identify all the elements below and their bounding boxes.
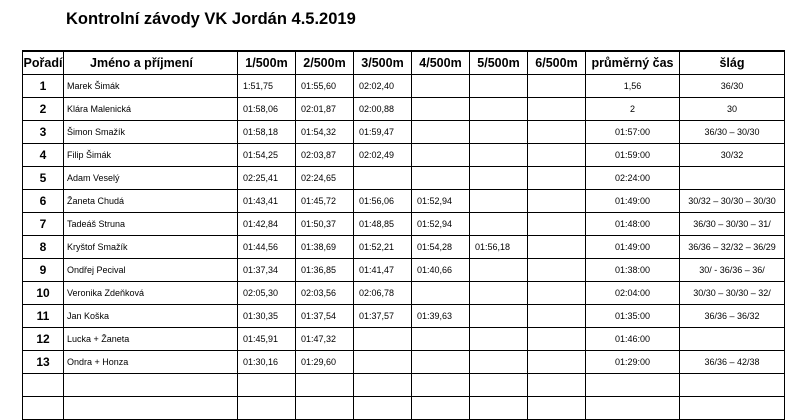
header-average-time: průměrný čas — [586, 51, 680, 75]
rank-cell: 5 — [23, 167, 64, 190]
split-6-cell — [528, 98, 586, 121]
split-3-cell: 01:48,85 — [354, 213, 412, 236]
name-cell: Klára Malenická — [64, 98, 238, 121]
split-2-cell: 01:45,72 — [296, 190, 354, 213]
split-6-cell — [528, 190, 586, 213]
name-cell: Marek Šimák — [64, 75, 238, 98]
split-4-cell — [412, 75, 470, 98]
rank-cell: 10 — [23, 282, 64, 305]
table-row — [23, 190, 785, 213]
empty-cell — [23, 397, 64, 420]
table-row — [23, 351, 785, 374]
split-1-cell: 02:25,41 — [238, 167, 296, 190]
table-row — [23, 213, 785, 236]
split-1-cell: 1:51,75 — [238, 75, 296, 98]
average-time-cell: 01:49:00 — [586, 190, 680, 213]
results-table — [22, 50, 785, 420]
header-rank: Pořadí — [23, 51, 64, 75]
stroke-rate-cell: 36/36 – 42/38 — [680, 351, 785, 374]
header-stroke-rate: šlág — [680, 51, 785, 75]
average-time-cell: 2 — [586, 98, 680, 121]
rank-cell: 12 — [23, 328, 64, 351]
split-6-cell — [528, 236, 586, 259]
split-1-cell: 02:05,30 — [238, 282, 296, 305]
split-3-cell: 01:41,47 — [354, 259, 412, 282]
split-1-cell: 01:58,06 — [238, 98, 296, 121]
split-5-cell — [470, 282, 528, 305]
name-cell: Veronika Zdeňková — [64, 282, 238, 305]
table-row — [23, 328, 785, 351]
split-5-cell — [470, 190, 528, 213]
name-cell: Ondra + Honza — [64, 351, 238, 374]
document-title: Kontrolní závody VK Jordán 4.5.2019 — [66, 10, 356, 28]
empty-cell — [680, 397, 785, 420]
stroke-rate-cell: 36/36 – 36/32 — [680, 305, 785, 328]
empty-cell — [412, 374, 470, 397]
split-5-cell — [470, 213, 528, 236]
average-time-cell: 1,56 — [586, 75, 680, 98]
empty-cell — [470, 397, 528, 420]
rank-cell: 4 — [23, 144, 64, 167]
name-cell: Tadeáš Struna — [64, 213, 238, 236]
empty-cell — [296, 374, 354, 397]
stroke-rate-cell: 36/36 – 32/32 – 36/29 — [680, 236, 785, 259]
split-3-cell: 02:02,40 — [354, 75, 412, 98]
split-4-cell — [412, 282, 470, 305]
rank-cell: 8 — [23, 236, 64, 259]
empty-cell — [64, 397, 238, 420]
split-5-cell — [470, 351, 528, 374]
average-time-cell: 01:46:00 — [586, 328, 680, 351]
split-6-cell — [528, 167, 586, 190]
stroke-rate-cell: 30/32 – 30/30 – 30/30 — [680, 190, 785, 213]
average-time-cell: 01:35:00 — [586, 305, 680, 328]
name-cell: Žaneta Chudá — [64, 190, 238, 213]
name-cell: Ondřej Pecival — [64, 259, 238, 282]
split-5-cell — [470, 121, 528, 144]
split-3-cell: 01:37,57 — [354, 305, 412, 328]
empty-cell — [586, 374, 680, 397]
empty-cell — [23, 374, 64, 397]
empty-cell — [238, 397, 296, 420]
rank-cell: 7 — [23, 213, 64, 236]
split-3-cell: 02:06,78 — [354, 282, 412, 305]
split-6-cell — [528, 75, 586, 98]
split-2-cell: 02:03,56 — [296, 282, 354, 305]
split-4-cell — [412, 144, 470, 167]
split-1-cell: 01:37,34 — [238, 259, 296, 282]
average-time-cell: 01:49:00 — [586, 236, 680, 259]
rank-cell: 3 — [23, 121, 64, 144]
empty-cell — [528, 374, 586, 397]
average-time-cell: 02:24:00 — [586, 167, 680, 190]
stroke-rate-cell: 30/32 — [680, 144, 785, 167]
split-5-cell — [470, 259, 528, 282]
split-4-cell: 01:52,94 — [412, 213, 470, 236]
split-1-cell: 01:30,16 — [238, 351, 296, 374]
average-time-cell: 01:48:00 — [586, 213, 680, 236]
split-5-cell — [470, 167, 528, 190]
stroke-rate-cell: 30 — [680, 98, 785, 121]
split-4-cell — [412, 351, 470, 374]
split-2-cell: 01:38,69 — [296, 236, 354, 259]
split-1-cell: 01:58,18 — [238, 121, 296, 144]
split-5-cell: 01:56,18 — [470, 236, 528, 259]
average-time-cell: 01:57:00 — [586, 121, 680, 144]
split-5-cell — [470, 98, 528, 121]
empty-cell — [354, 374, 412, 397]
header-split-6: 6/500m — [528, 51, 586, 75]
split-4-cell: 01:40,66 — [412, 259, 470, 282]
split-4-cell — [412, 328, 470, 351]
split-2-cell: 02:01,87 — [296, 98, 354, 121]
split-4-cell — [412, 98, 470, 121]
header-split-2: 2/500m — [296, 51, 354, 75]
table-row — [23, 144, 785, 167]
split-3-cell: 01:59,47 — [354, 121, 412, 144]
split-6-cell — [528, 305, 586, 328]
header-row — [23, 51, 785, 75]
stroke-rate-cell: 36/30 — [680, 75, 785, 98]
average-time-cell: 02:04:00 — [586, 282, 680, 305]
split-4-cell: 01:54,28 — [412, 236, 470, 259]
average-time-cell: 01:59:00 — [586, 144, 680, 167]
split-2-cell: 01:36,85 — [296, 259, 354, 282]
table-row — [23, 259, 785, 282]
name-cell: Adam Veselý — [64, 167, 238, 190]
header-split-5: 5/500m — [470, 51, 528, 75]
split-3-cell: 01:52,21 — [354, 236, 412, 259]
name-cell: Lucka + Žaneta — [64, 328, 238, 351]
split-1-cell: 01:42,84 — [238, 213, 296, 236]
split-3-cell: 02:00,88 — [354, 98, 412, 121]
empty-cell — [470, 374, 528, 397]
rank-cell: 1 — [23, 75, 64, 98]
split-4-cell: 01:52,94 — [412, 190, 470, 213]
rank-cell: 11 — [23, 305, 64, 328]
split-5-cell — [470, 328, 528, 351]
table-body — [23, 75, 785, 420]
split-3-cell — [354, 167, 412, 190]
table-row — [23, 75, 785, 98]
stroke-rate-cell: 36/30 – 30/30 – 31/ — [680, 213, 785, 236]
stroke-rate-cell — [680, 328, 785, 351]
split-1-cell: 01:45,91 — [238, 328, 296, 351]
split-4-cell — [412, 167, 470, 190]
header-split-1: 1/500m — [238, 51, 296, 75]
rank-cell: 2 — [23, 98, 64, 121]
split-5-cell — [470, 305, 528, 328]
split-6-cell — [528, 121, 586, 144]
empty-cell — [238, 374, 296, 397]
split-1-cell: 01:43,41 — [238, 190, 296, 213]
table-row — [23, 98, 785, 121]
name-cell: Jan Koška — [64, 305, 238, 328]
name-cell: Kryštof Smažík — [64, 236, 238, 259]
rank-cell: 13 — [23, 351, 64, 374]
split-1-cell: 01:54,25 — [238, 144, 296, 167]
split-1-cell: 01:30,35 — [238, 305, 296, 328]
split-6-cell — [528, 328, 586, 351]
split-1-cell: 01:44,56 — [238, 236, 296, 259]
split-4-cell — [412, 121, 470, 144]
empty-cell — [64, 374, 238, 397]
stroke-rate-cell: 36/30 – 30/30 — [680, 121, 785, 144]
empty-cell — [296, 397, 354, 420]
split-2-cell: 01:54,32 — [296, 121, 354, 144]
table-row — [23, 121, 785, 144]
rank-cell: 6 — [23, 190, 64, 213]
empty-cell — [586, 397, 680, 420]
split-5-cell — [470, 144, 528, 167]
table-row — [23, 282, 785, 305]
stroke-rate-cell — [680, 167, 785, 190]
header-split-3: 3/500m — [354, 51, 412, 75]
empty-row — [23, 397, 785, 420]
table-row — [23, 305, 785, 328]
split-5-cell — [470, 75, 528, 98]
empty-cell — [680, 374, 785, 397]
stroke-rate-cell: 30/30 – 30/30 – 32/ — [680, 282, 785, 305]
rank-cell: 9 — [23, 259, 64, 282]
split-6-cell — [528, 351, 586, 374]
split-3-cell — [354, 328, 412, 351]
empty-cell — [528, 397, 586, 420]
split-3-cell: 01:56,06 — [354, 190, 412, 213]
split-2-cell: 01:37,54 — [296, 305, 354, 328]
stroke-rate-cell: 30/ - 36/36 – 36/ — [680, 259, 785, 282]
header-name: Jméno a příjmení — [64, 51, 238, 75]
split-2-cell: 02:24,65 — [296, 167, 354, 190]
empty-row — [23, 374, 785, 397]
table-row — [23, 167, 785, 190]
average-time-cell: 01:29:00 — [586, 351, 680, 374]
split-2-cell: 01:47,32 — [296, 328, 354, 351]
split-2-cell: 01:50,37 — [296, 213, 354, 236]
empty-cell — [354, 397, 412, 420]
split-3-cell — [354, 351, 412, 374]
name-cell: Filip Šimák — [64, 144, 238, 167]
split-2-cell: 02:03,87 — [296, 144, 354, 167]
split-6-cell — [528, 144, 586, 167]
average-time-cell: 01:38:00 — [586, 259, 680, 282]
split-6-cell — [528, 213, 586, 236]
split-6-cell — [528, 282, 586, 305]
split-4-cell: 01:39,63 — [412, 305, 470, 328]
table-row — [23, 236, 785, 259]
split-2-cell: 01:29,60 — [296, 351, 354, 374]
split-2-cell: 01:55,60 — [296, 75, 354, 98]
empty-cell — [412, 397, 470, 420]
split-3-cell: 02:02,49 — [354, 144, 412, 167]
name-cell: Šimon Smažík — [64, 121, 238, 144]
header-split-4: 4/500m — [412, 51, 470, 75]
split-6-cell — [528, 259, 586, 282]
